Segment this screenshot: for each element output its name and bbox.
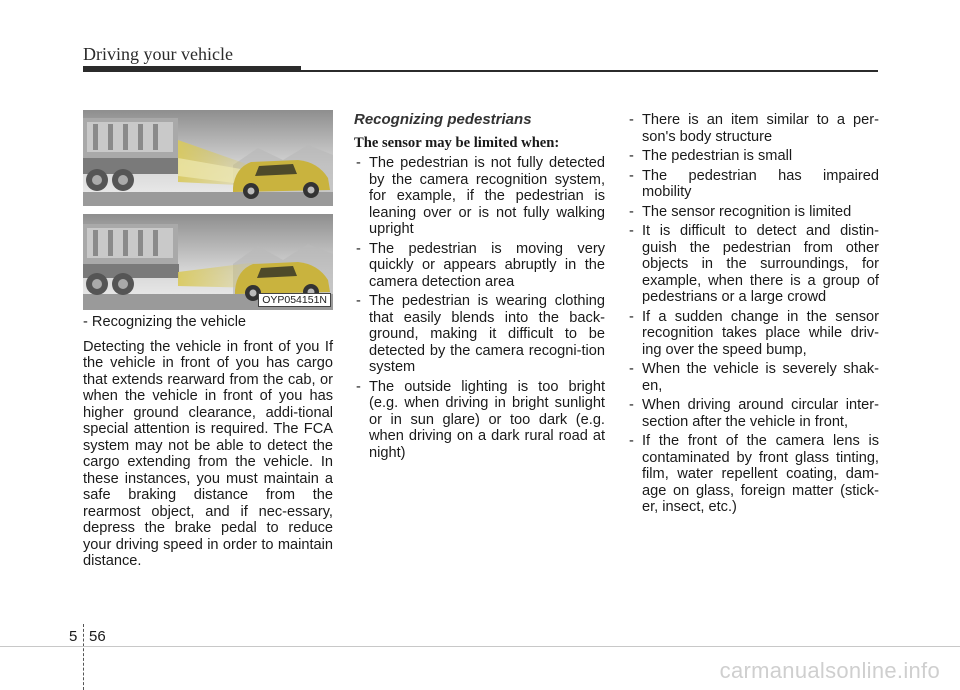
page-number: 56 xyxy=(89,628,106,645)
list-item: - The outside lighting is too bright (e.g. when driving in bright sunlight or in sun glare) or too dark (e.g. when driving on a dark rural road at night) xyxy=(354,379,605,462)
limitation-list xyxy=(354,155,605,461)
list-item: - It is difficult to detect and distin-guish the pedestrian from other objects in the surroundings, for example, when there is a group of pedestrians or a large crowd xyxy=(627,223,879,306)
page-number-divider xyxy=(83,624,84,690)
section-number: 5 xyxy=(69,628,78,645)
figure-caption: - Recognizing the vehicle xyxy=(83,314,247,330)
header-rule xyxy=(301,70,878,72)
right-column xyxy=(627,112,879,519)
middle-column xyxy=(354,112,605,464)
panel-top xyxy=(83,110,333,206)
list-item: - When the vehicle is severely shak-en, xyxy=(627,361,879,394)
watermark: carmanualsonline.info xyxy=(719,658,940,683)
limitation-list-continued xyxy=(627,112,879,516)
list-item: - The sensor recognition is limited xyxy=(627,204,879,221)
list-item: - The pedestrian is not fully detected by the camera recognition system, for example, if the pedestrian is leaning over or is not fully walking upright xyxy=(354,155,605,238)
section-title: Recognizing pedestrians xyxy=(354,111,532,128)
list-item: - If a sudden change in the sensor recognition takes place while driv-ing over the speed bump, xyxy=(627,309,879,359)
footer-rule xyxy=(0,646,960,647)
list-item: - The pedestrian has impaired mobility xyxy=(627,168,879,201)
figure-code: OYP054151N xyxy=(258,293,331,307)
list-item: - If the front of the camera lens is contaminated by front glass tinting, film, water repellent coating, dam-age on glass, foreign matter (stick-er, insect, etc.) xyxy=(627,433,879,516)
list-item: - The pedestrian is moving very quickly or appears abruptly in the camera detection area xyxy=(354,241,605,291)
header-rule-thick xyxy=(83,66,301,72)
list-item: - The pedestrian is small xyxy=(627,148,879,165)
truck-and-car-illustration xyxy=(83,110,333,310)
left-column xyxy=(83,110,333,570)
illustration xyxy=(83,110,333,310)
running-header: Driving your vehicle xyxy=(83,44,233,64)
list-item: - There is an item similar to a per-son's body structure xyxy=(627,112,879,145)
list-item: - When driving around circular inter-section after the vehicle in front, xyxy=(627,397,879,430)
body-paragraph: Detecting the vehicle in front of you If the vehicle in front of you has cargo that extends rearward from the cab, or when the vehicle in front of you has higher ground clearance, addi-tional special attention is required. The FCA system may not be able to detect the cargo extending from the vehicle. In these instances, you must maintain a safe braking distance from the rearmost object, and if nec-essary, depress the brake pedal to reduce your driving speed in order to maintain distance. xyxy=(83,338,333,569)
subheading: The sensor may be limited when: xyxy=(354,134,560,151)
list-item: - The pedestrian is wearing clothing that easily blends into the back-ground, making it difficult to be detected by the camera recogni-tion system xyxy=(354,293,605,376)
